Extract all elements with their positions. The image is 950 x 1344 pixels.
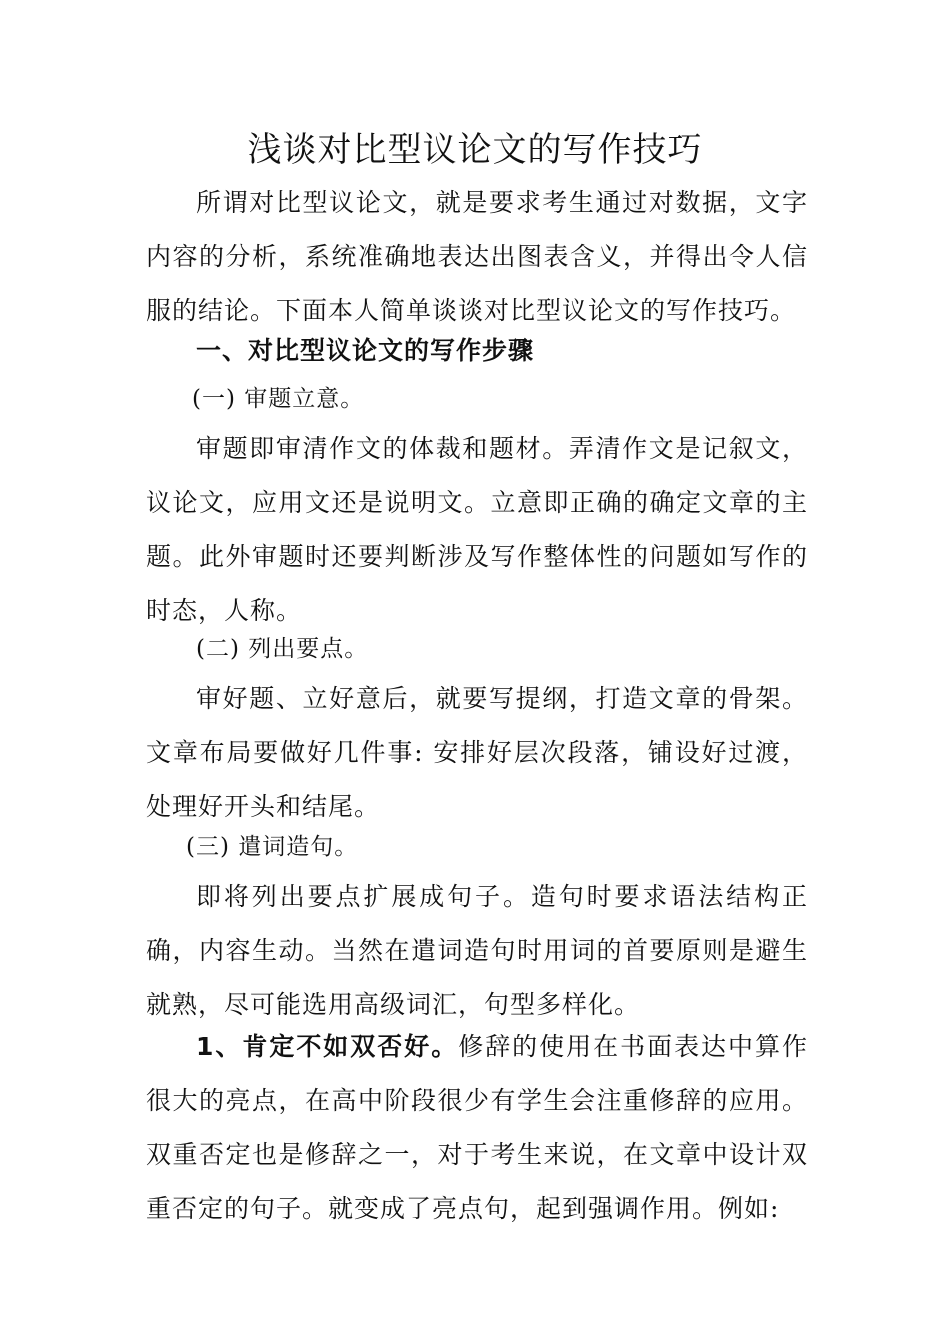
subsection-title-2: (二) 列出要点。	[196, 636, 369, 662]
subsection-title-3: (三) 遣词造句。	[186, 834, 359, 860]
subsection-body-1: 审题即审清作文的体裁和题材。弄清作文是记叙文，议论文，应用文还是说明文。立意即正确的确定文章的主题。此外审题时还要判断涉及写作整体性的问题如写作的时态，人称。	[146, 434, 808, 625]
subsection-body-2: 审好题、立好意后，就要写提纲，打造文章的骨架。文章布局要做好几件事: 安排好层次段落，铺设好过渡，处理好开头和结尾。	[146, 684, 808, 821]
intro-paragraph: 所谓对比型议论文，就是要求考生通过对数据，文字内容的分析，系统准确地表达出图表含义，并得出令人信服的结论。下面本人简单谈谈对比型议论文的写作技巧。	[146, 188, 808, 325]
subsection-body-3: 即将列出要点扩展成句子。造句时要求语法结构正确，内容生动。当然在遣词造句时用词的首要原则是避生就熟，尽可能选用高级词汇，句型多样化。	[146, 882, 808, 1019]
subsection-title-1: (一) 审题立意。	[192, 386, 365, 412]
point-lead: 1、肯定不如双否好。	[196, 1032, 459, 1061]
point-paragraph-1	[146, 1020, 808, 1236]
document-title: 浅谈对比型议论文的写作技巧	[247, 130, 703, 170]
point-body: 修辞的使用在书面表达中算作很大的亮点，在高中阶段很少有学生会注重修辞的应用。双重否定也是修辞之一，对于考生来说，在文章中设计双重否定的句子。就变成了亮点句，起到强调作用。例如:	[146, 1032, 808, 1223]
section-heading: 一、对比型议论文的写作步骤	[196, 336, 535, 365]
